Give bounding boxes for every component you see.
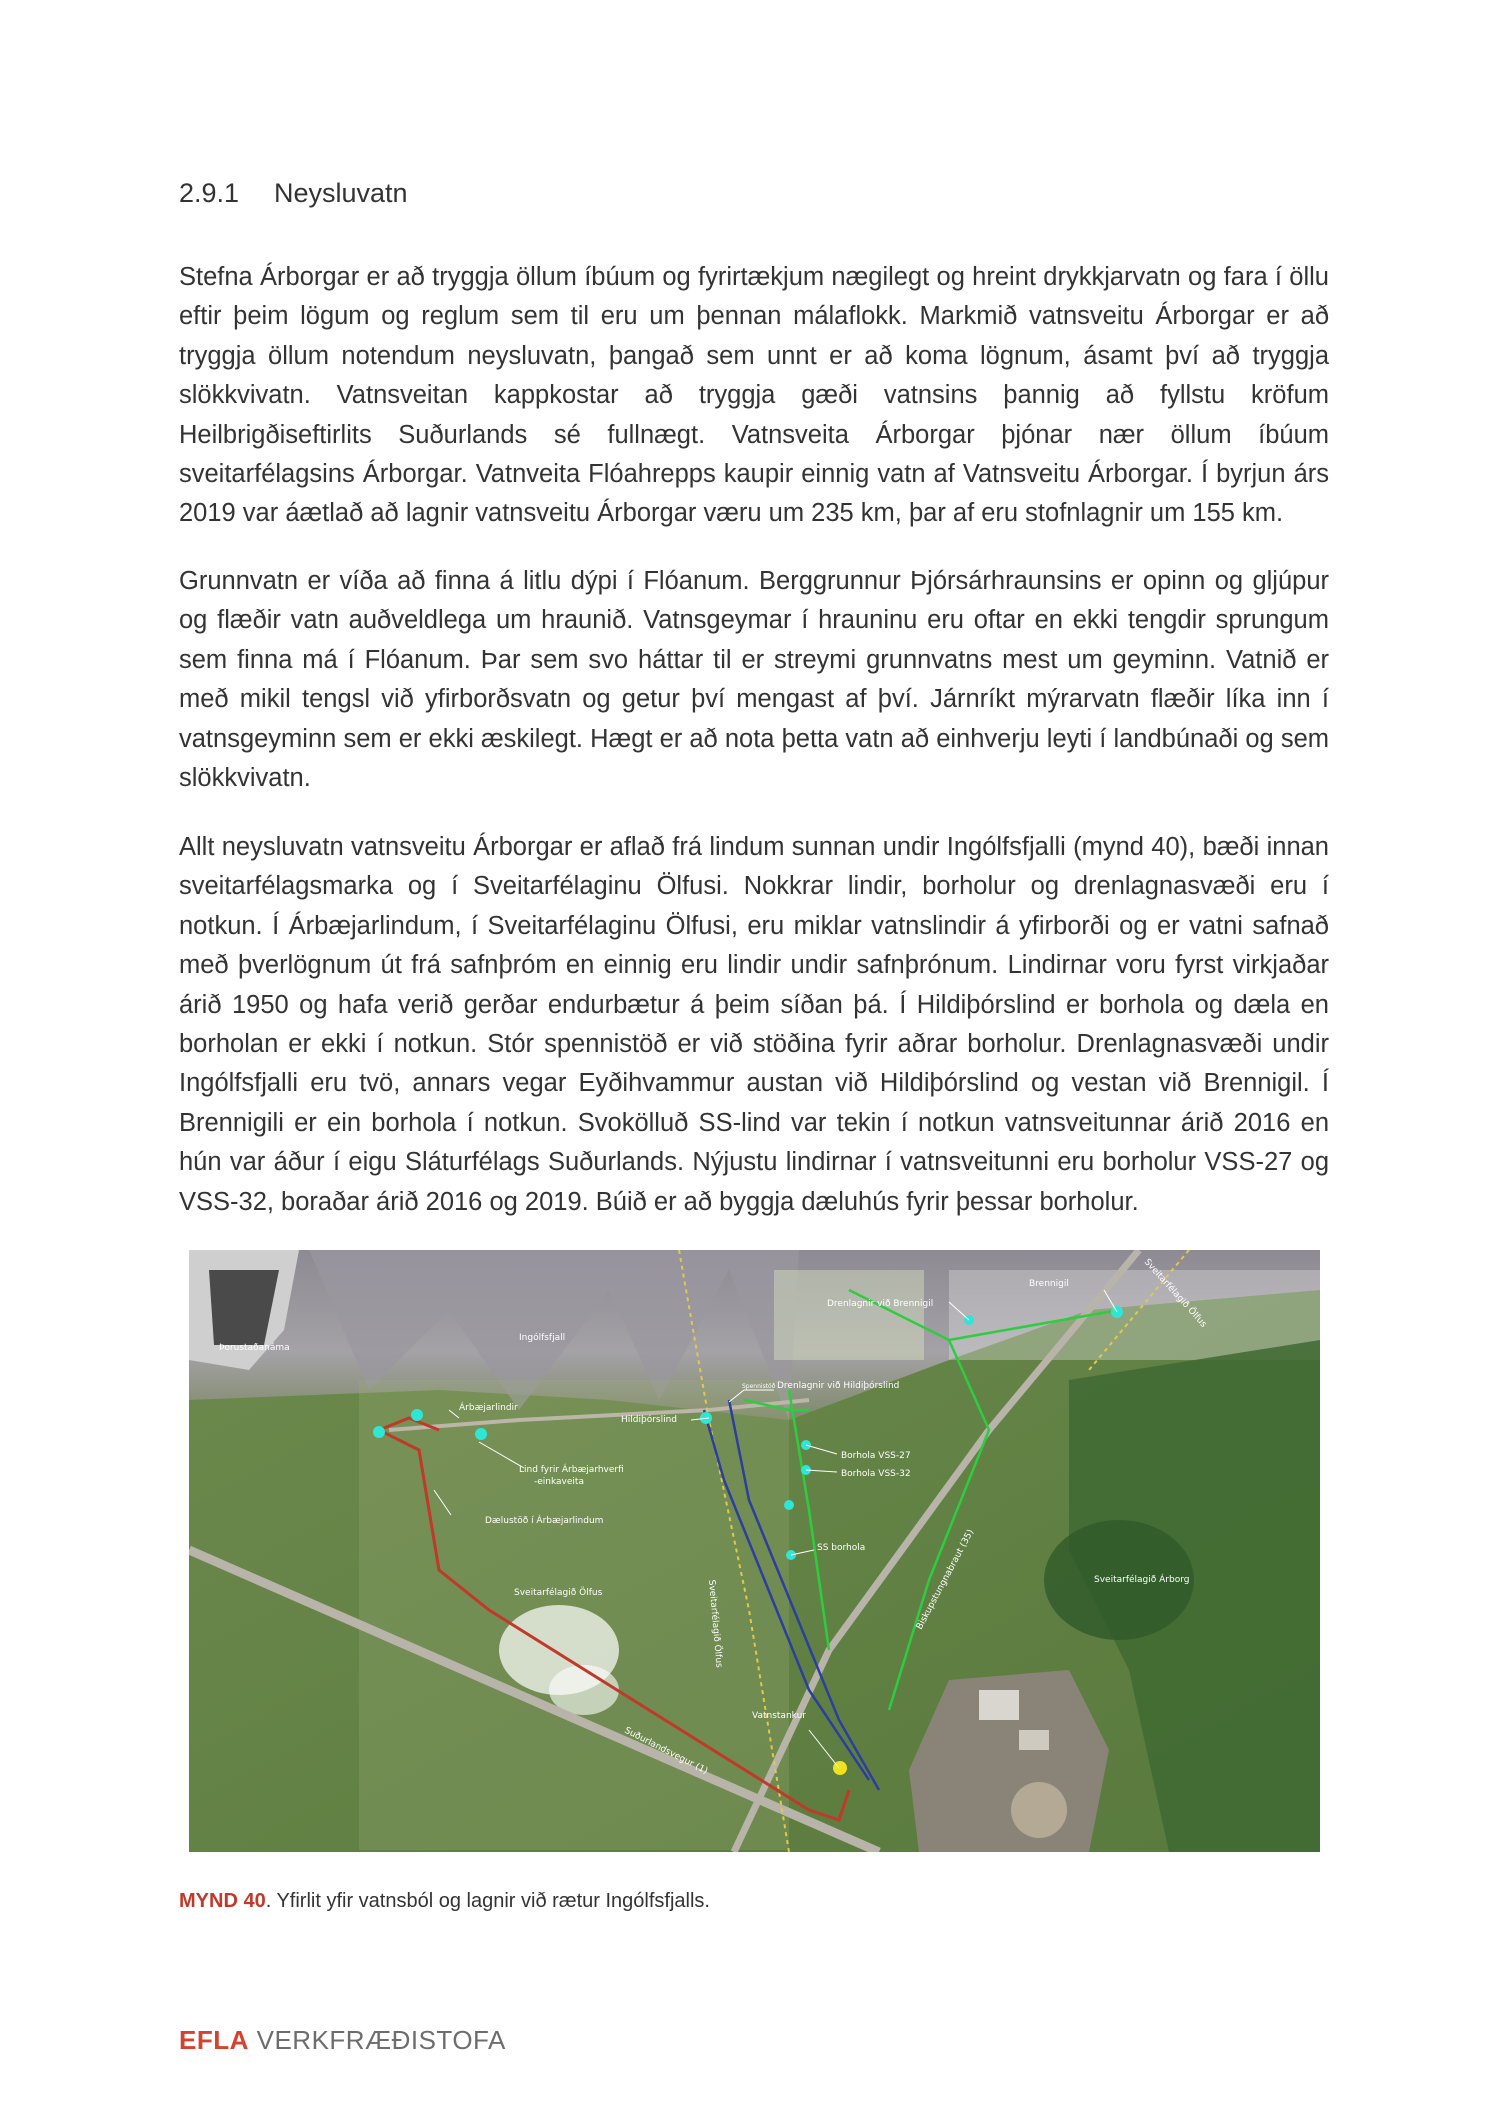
map-label-einkaveita: -einkaveita — [534, 1477, 584, 1487]
map-figure — [189, 1250, 1320, 1852]
map-label-drenlagnir-brennigil: Drenlagnir við Brennigil — [827, 1299, 934, 1309]
map-label-ss-borhola: SS borhola — [817, 1543, 866, 1553]
map-label-burstadanama: Þorustaðanáma — [219, 1343, 290, 1353]
map-label-arbaejarlindir: Árbæjarlindir — [459, 1403, 518, 1413]
footer-subtitle: VERKFRÆÐISTOFA — [248, 2025, 506, 2055]
map-label-vss27: Borhola VSS-27 — [841, 1451, 911, 1461]
source-point-arbaejarlind-3 — [475, 1428, 487, 1440]
section-title: Neysluvatn — [274, 178, 408, 208]
source-point-arbaejarlind-2 — [373, 1426, 385, 1438]
map-label-vatnstankur: Vatnstankur — [752, 1711, 806, 1721]
map-label-daelustod: Dælustöð í Árbæjarlindum — [485, 1516, 604, 1526]
caption-text: . Yfirlit yfir vatnsból og lagnir við rætur Ingólfsfjalls. — [265, 1890, 710, 1912]
footer-logo — [179, 2025, 506, 2056]
map-label-hildithorslind: Hildiþórslind — [621, 1415, 678, 1425]
map-label-drenlagnir-hildithorslind: Drenlagnir við Hildiþórslind — [777, 1381, 900, 1391]
map-label-olfus-boundary-ne: Sveitarfélagið Ölfus — [1141, 1257, 1209, 1330]
map-label-lind-arbaejarhverfi: Lind fyrir Árbæjarhverfi — [519, 1465, 624, 1475]
paragraph-1: Stefna Árborgar er að tryggja öllum íbúum og fyrirtækjum nægilegt og hreint drykkjarvatn og fara í öllu eftir þeim lögum og reglum sem til eru um þennan málaflokk. Markmið vatnsveitu Árborgar er að tryggja öllum notendum neysluvatn, þangað sem unnt er að koma lögnum, ásamt því að tryggja slökkvivatn. Vatnsveitan kappkostar að tryggja gæði vatnsins þannig að fyllstu kröfum Heilbrigðiseftirlits Suðurlands sé fullnægt. Vatnsveita Árborgar þjónar nær öllum íbúum sveitarfélagsins Árborgar. Vatnveita Flóahrepps kaupir einnig vatn af Vatnsveitu Árborgar. Í byrjun árs 2019 var áætlað að lagnir vatnsveitu Árborgar væru um 235 km, þar af eru stofnlagnir um 155 km. — [179, 263, 1329, 528]
industrial-building — [979, 1690, 1019, 1720]
caption-label: MYND 40 — [179, 1890, 266, 1912]
map-label-biskupstungnabraut: Biskupstungnabraut (35) — [914, 1528, 977, 1632]
section-number: 2.9.1 — [179, 178, 240, 208]
source-point-vss — [784, 1500, 794, 1510]
paragraph-3: Allt neysluvatn vatnsveitu Árborgar er aflað frá lindum sunnan undir Ingólfsfjalli (mynd 40), bæði innan sveitarfélagsmarka og í Sveitarfélaginu Ölfusi. Nokkrar lindir, borholur og drenlagnasvæði eru í notkun. Í Árbæjarlindum, í Sveitarfélaginu Ölfusi, eru miklar vatnslindir á yfirborði og er vatni safnað með þverlögnum út frá safnþróm en einnig eru lindir undir safnþrónum. Lindirnar voru fyrst virkjaðar árið 1950 og hafa verið gerðar endurbætur á þeim síðan þá. Í Hildiþórslind er borhola og dæla en borholan er ekki í notkun. Stór spennistöð er við stöðina fyrir aðrar borholur. Drenlagnasvæði undir Ingólfsfjalli eru tvö, annars vegar Eyðihvammur austan við Hildiþórslind og vestan við Brennigil. Í Brennigili er ein borhola í notkun. Svokölluð SS-lind var tekin í notkun vatnsveitunnar árið 2016 en hún var áður í eigu Sláturfélags Suðurlands. Nýjustu lindirnar í vatnsveitunni eru borholur VSS-27 og VSS-32, boraðar árið 2016 og 2019. Búið er að byggja dæluhús fyrir þessar borholur. — [179, 833, 1329, 1216]
figure-caption — [179, 1890, 710, 1913]
map-label-spennistod: Spennistöð — [742, 1383, 776, 1390]
footer-brand: EFLA — [179, 2025, 249, 2055]
map-label-sudurlandsvegur: Suðurlandsvegur (1) — [622, 1725, 710, 1777]
map-label-brennigil: Brennigil — [1029, 1279, 1069, 1289]
map-label-arborg: Sveitarfélagið Árborg — [1094, 1575, 1190, 1585]
aerial-map — [189, 1250, 1320, 1852]
source-point-arbaejarlind-1 — [411, 1409, 423, 1421]
highlight-brennigil — [949, 1270, 1320, 1360]
map-label-vss32: Borhola VSS-32 — [841, 1469, 911, 1479]
map-label-olfus-boundary: Sveitarfélagið Ölfus — [706, 1579, 724, 1669]
gravel-pit — [1011, 1782, 1067, 1838]
paragraph-2: Grunnvatn er víða að finna á litlu dýpi í Flóanum. Berggrunnur Þjórsárhraunsins er opinn og gljúpur og flæðir vatn auðveldlega um hraunið. Vatnsgeymar í hrauninu eru oftar en ekki tengdir sprungum sem finna má í Flóanum. Þar sem svo háttar til er streymi grunnvatns mest um geyminn. Vatnið er með mikil tengsl við yfirborðsvatn og getur því mengast af því. Járnríkt mýrarvatn flæðir líka inn í vatnsgeyminn sem er ekki æskilegt. Hægt er að nota þetta vatn að einhverju leyti í landbúnaði og sem slökkvivatn. — [179, 567, 1329, 793]
map-label-olfus: Sveitarfélagið Ölfus — [514, 1588, 603, 1598]
section-heading — [179, 178, 408, 209]
map-label-ingolfsfjall: Ingólfsfjall — [519, 1333, 566, 1343]
industrial-building — [1019, 1730, 1049, 1750]
